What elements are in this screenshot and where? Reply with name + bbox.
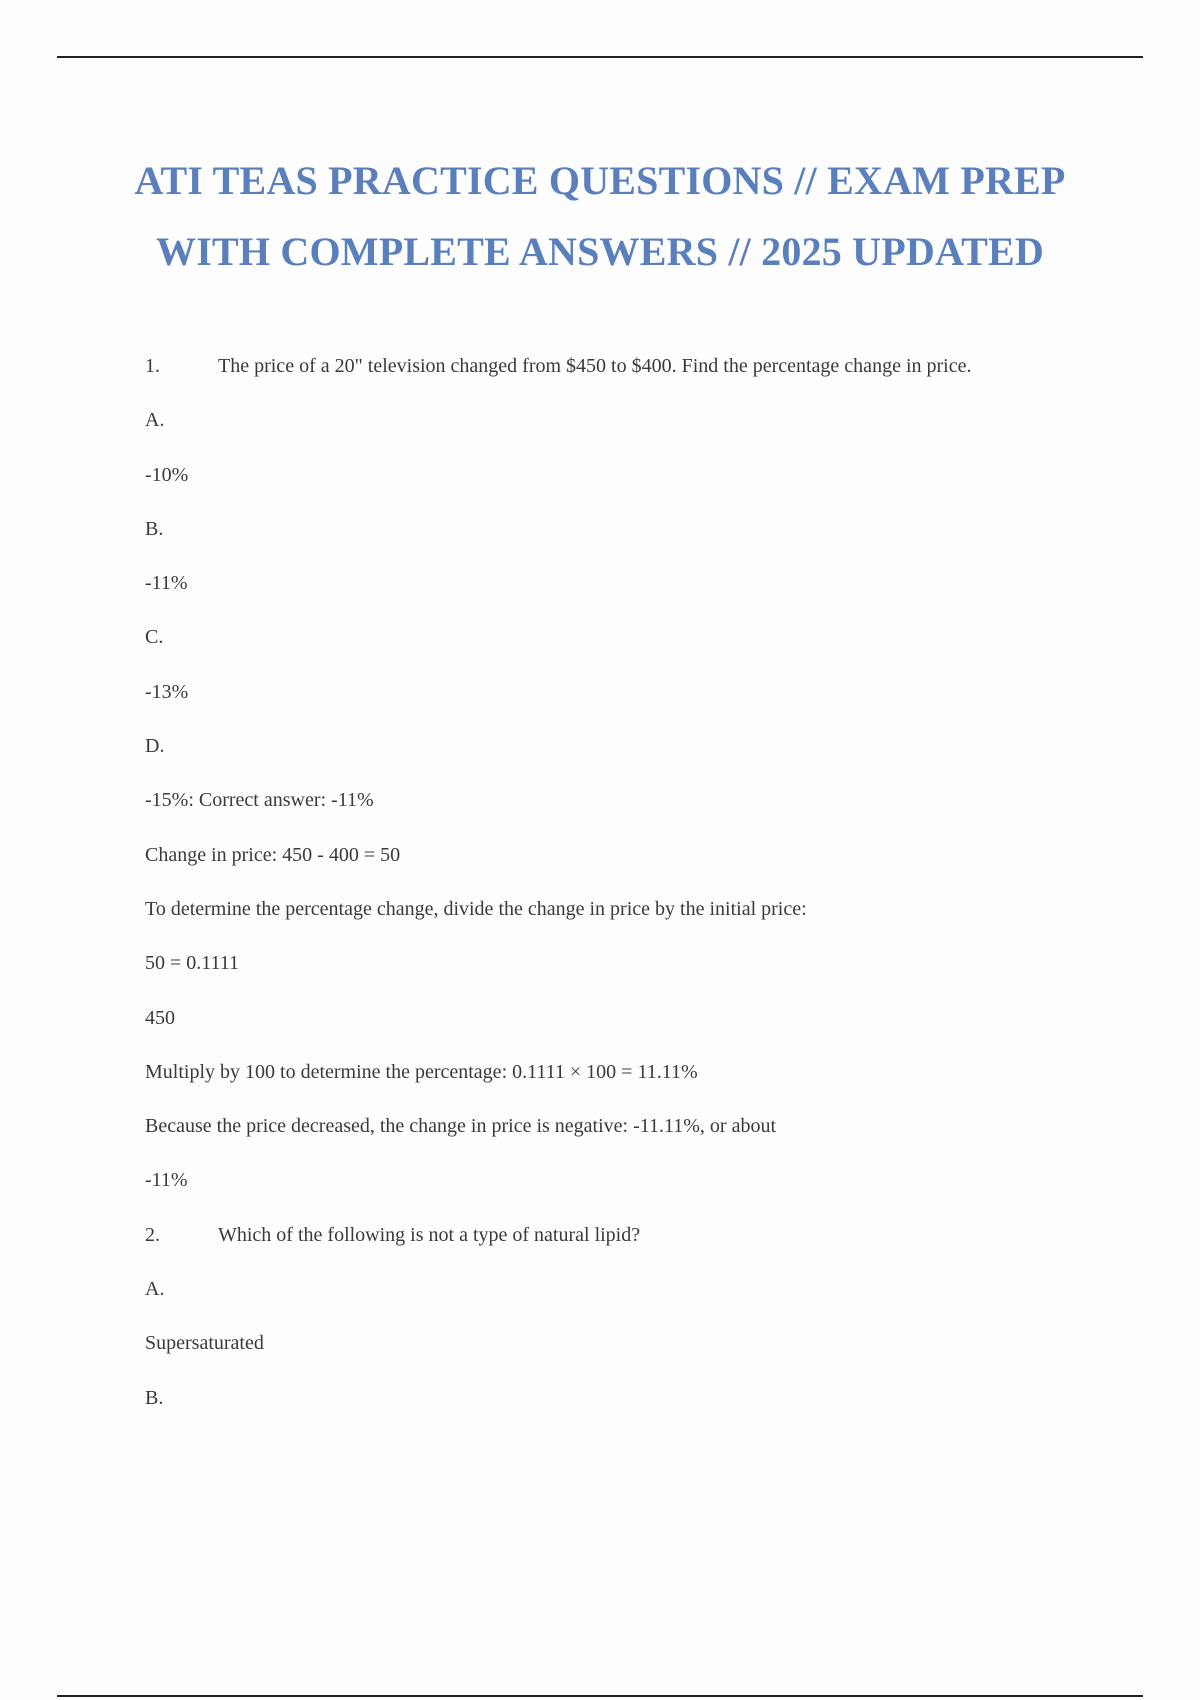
explanation-line: Change in price: 450 - 400 = 50 xyxy=(145,843,401,866)
question-number: 1. xyxy=(145,355,160,377)
option-label: B. xyxy=(145,1386,164,1409)
title-line-1: ATI TEAS PRACTICE QUESTIONS // EXAM PREP xyxy=(134,158,1066,203)
question-1 xyxy=(145,354,1095,408)
document-title xyxy=(100,145,1100,287)
question-text: The price of a 20" television changed from $450 to $400. Find the percentage change in price. xyxy=(218,355,972,377)
explanation-line: Multiply by 100 to determine the percentage: 0.1111 × 100 = 11.11% xyxy=(145,1060,698,1083)
explanation-line: 50 = 0.1111 xyxy=(145,952,240,975)
explanation-line: To determine the percentage change, divide the change in price by the initial price: xyxy=(145,897,807,920)
question-content xyxy=(145,354,1095,1440)
title-line-2: WITH COMPLETE ANSWERS // 2025 UPDATED xyxy=(156,229,1044,274)
explanation-line: Because the price decreased, the change in price is negative: -11.11%, or about xyxy=(145,1115,777,1138)
bottom-rule xyxy=(57,1695,1143,1697)
option-label: A. xyxy=(145,1278,165,1301)
explanation-line: -11% xyxy=(145,1169,188,1192)
option-value: -11% xyxy=(145,572,188,595)
option-value: -13% xyxy=(145,680,189,703)
option-value: Supersaturated xyxy=(145,1332,264,1355)
option-value-answer: -15%: Correct answer: -11% xyxy=(145,789,374,812)
explanation-line: 450 xyxy=(145,1006,175,1029)
option-value: -10% xyxy=(145,463,189,486)
question-2 xyxy=(145,1223,1095,1277)
option-label: D. xyxy=(145,735,165,758)
question-number: 2. xyxy=(145,1223,160,1246)
option-label: B. xyxy=(145,517,164,540)
option-label: C. xyxy=(145,626,164,649)
option-label: A. xyxy=(145,409,165,432)
top-rule xyxy=(57,56,1143,58)
question-text: Which of the following is not a type of natural lipid? xyxy=(218,1223,641,1246)
